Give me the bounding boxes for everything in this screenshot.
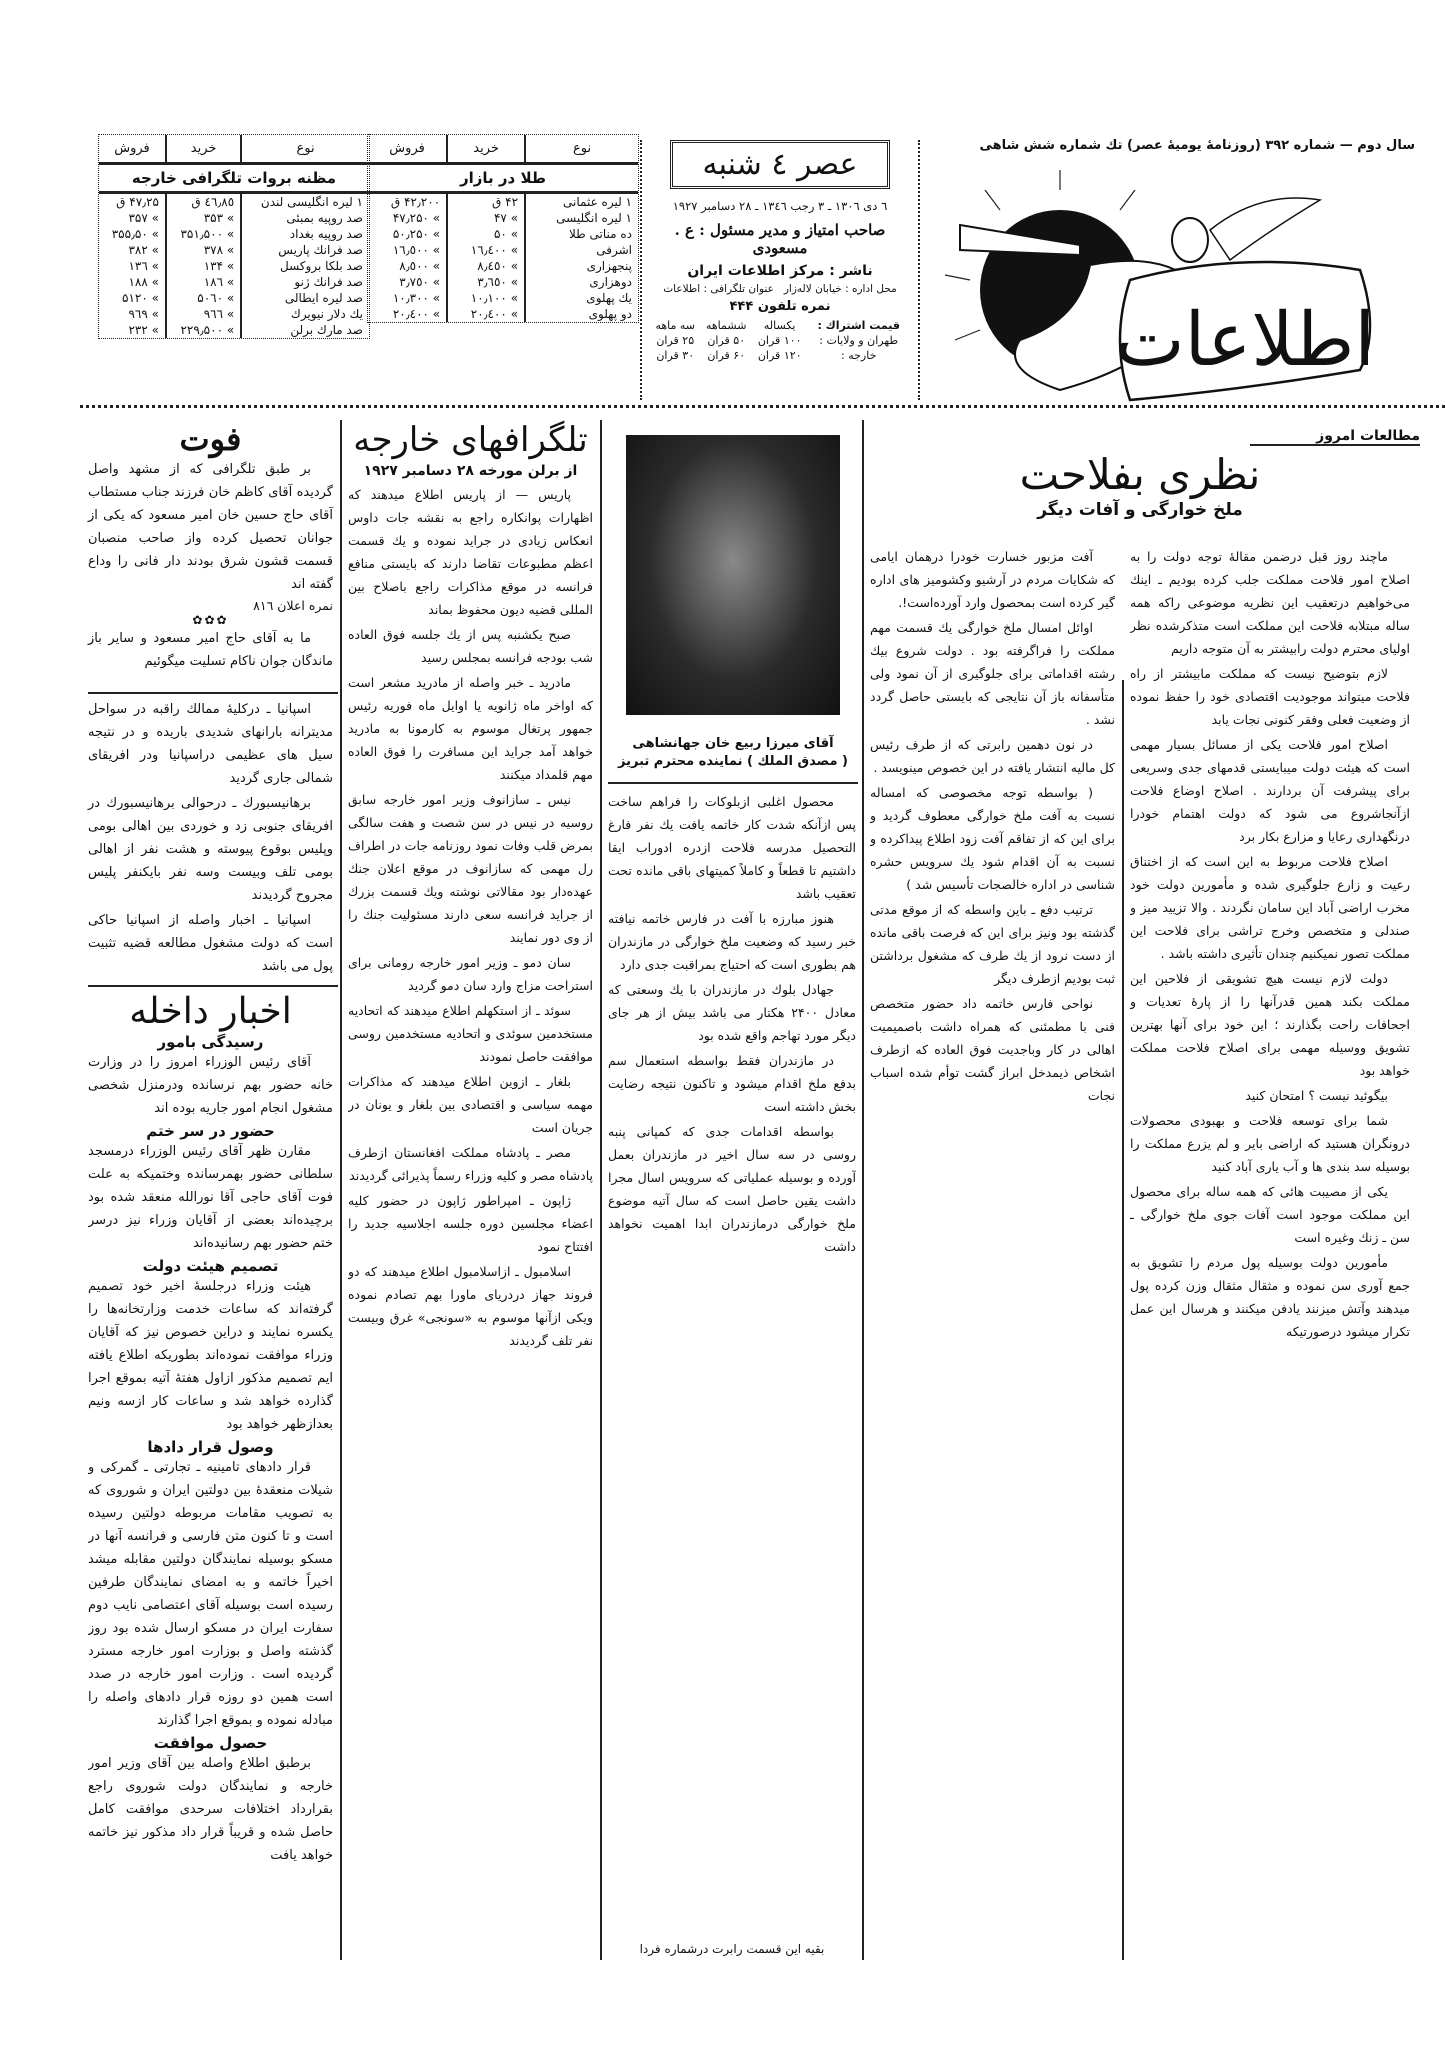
news-heading: حصول موافقت <box>153 1734 268 1753</box>
paragraph: هنوز مبارزه با آفت در فارس خاتمه نیافته خبر رسید که وضعیت ملخ خوارگی در مازندران هم بطوری است که احتیاج بمراقبت جدی دارد <box>608 911 856 972</box>
sub-header: ششماهه <box>705 319 747 332</box>
news-body: آقای رئیس الوزراء امروز را در وزارت خانه حضور بهم نرسانده ودرمنزل شخصی مشغول انجام امور جاریه بوده اند <box>88 1055 333 1117</box>
row-value: » ٣٫٧٥٠ <box>399 275 441 289</box>
sub-price: ۵۰ قران <box>707 334 746 347</box>
table-row <box>99 226 369 242</box>
paragraph: لازم بتوضیح نیست که مملکت مابیشتر از راه فلاحت میتواند موجودیت اقتصادی خود را حفظ نموده از وضعیت فعلی وفقر کنونی نجات یابد <box>1130 666 1410 727</box>
obituary-body: بر طبق تلگرافی که از مشهد واصل گردیده آقای کاظم خان فرزند جناب مستطاب آقای حاج حسین خان امیر مسعود که یکی از جوانان تحصیل کرده واز صاحب منصبان قسمت قشون شرق بودند دار فانی را وداع گفته اند <box>88 462 333 593</box>
row-label: ۱ لیره عثمانی <box>525 193 638 211</box>
section-label: مطالعات امروز <box>1250 428 1420 446</box>
condolence-text: ما به آقای حاج امیر مسعود و سایر باز ماندگان جوان ناکام تسلیت میگوئیم <box>88 631 333 670</box>
news-body: مقارن ظهر آقای رئیس الوزراء درمسجد سلطانی حضور بهمرسانده وختمیکه به علت فوت آقای حاجی آقا نورالله منعقد شده بود برچیده‌اند بعضی از آقایان وزراء نیز درسر ختم حضور بهم رسانیده‌اند <box>88 1144 333 1252</box>
row-value: » ۱۳٦ <box>128 259 159 273</box>
paragraph: نواحی فارس خاتمه داد حضور متخصص فنی با مطمئنی که همراه داشت باصمیمیت اهالی در کار وباجدیت فوق العاده که ازطرف اشخاص ذیمدخل ابراز گشت توأم شده اسباب نجات <box>870 996 1115 1103</box>
gold-table-title: طلا در بازار <box>368 164 638 193</box>
phone-line: نمره تلفون ۴۴۴ <box>729 299 831 314</box>
paragraph: بیگوئید نیست ؟ امتحان کنید <box>1245 1088 1388 1103</box>
table-row <box>368 242 638 258</box>
portrait-divider <box>608 782 858 784</box>
row-label: صد مارك برلن <box>241 322 369 338</box>
paragraph: سوئد ـ از استکهلم اطلاع میدهند که اتحادیه مستخدمین سوئدی و اتحادیه مستخدمین روسی موافقت حاصل نمودند <box>348 1002 593 1064</box>
row-label: اشرفی <box>525 242 638 258</box>
day-box: عصر ٤ شنبه <box>670 140 890 189</box>
row-value: » ۵۰٫۲۵۰ <box>392 227 441 241</box>
row-value: » ٨٫٥٠٠ <box>399 259 441 273</box>
paragraph: محصول اغلبی ازبلوکات را فراهم ساخت پس ازآنکه شدت کار خاتمه یافت یك نفر فارغ التحصیل مدرسه فلاحت ازدره ادوراب ایقا داشتیم تا قطعاً و کاملاً کمیتهای باقی مانده تحت تعقیب باشد <box>608 794 856 901</box>
sub-price: ۳۰ قران <box>656 349 695 362</box>
news-body: قرار دادهای تامینیه ـ تجارتی ـ گمرکی و شیلات منعقدهٔ بین دولتین ایران و شوروی که به تصویب مقامات مربوطه دولتین رسیده است و تا کنون متن فارسی و فرانسه آنها در مسکو بوسیله نمایندگان دولتین مقابله میشد اخیراً خاتمه و به امضای نمایندگان طرفین رسیده است بوسیله آقای اعتصامی نایب دوم سفارت ایران در مسکو ارسال شده بود روز گذشته واصل و بوزارت امور خارجه مسترد گردیده است . وزارت امور خارجه در صدد است همین دو روزه قرار دادهای واصله را مبادله نموده و بموقع اجرا گذارند <box>88 1460 333 1729</box>
row-value: » ۳۵۵٫۵۰ <box>111 227 159 241</box>
editorial-header <box>870 450 1410 520</box>
notice-number: نمره اعلان ۸۱٦ <box>253 598 333 614</box>
row-value: » ١٠٫١٠٠ <box>447 290 525 306</box>
obituary-divider <box>88 692 338 694</box>
telegrams-dateline: از برلن مورخه ۲۸ دسامبر ۱۹۲۷ <box>363 462 578 479</box>
paragraph: مصر ـ پادشاه مملکت افغانستان ازطرف پادشاه مصر و کلیه وزراء رسماً پذیرائی گردیدند <box>348 1144 593 1183</box>
svg-text:اطلاعات: اطلاعات <box>1115 297 1375 383</box>
row-value: ۴۲٫۲۰۰ ق <box>390 195 441 209</box>
paragraph: سان دمو ـ وزیر امور خارجه رومانی برای استراحت مزاج وارد سان دمو گردید <box>348 954 593 993</box>
row-value: » ٢٠٫٤٠٠ <box>392 307 441 321</box>
caption-name: آقای میرزا ربیع خان جهانشاهی <box>632 736 834 751</box>
row-label: پنجهزاری <box>525 258 638 274</box>
row-label: صد فرانك پاریس <box>241 242 369 258</box>
short-news <box>88 698 333 980</box>
telegrams-title: تلگرافهای خارجه <box>353 420 588 460</box>
column-divider <box>640 140 642 400</box>
row-value: » ۴۷ <box>447 210 525 226</box>
editorial-subtitle: ملخ خوارگی و آفات دیگر <box>1037 500 1243 521</box>
row-label: صد روپیه بغداد <box>241 226 369 242</box>
col-header: خرید <box>447 135 525 164</box>
publisher-line: ناشر : مرکز اطلاعات ایران <box>687 263 873 279</box>
row-label: دو پهلوی <box>525 306 638 322</box>
sub-header: یکساله <box>763 319 796 332</box>
obituary-title: فوت <box>179 420 242 458</box>
row-value: » ۹٦٦ <box>166 306 241 322</box>
column-divider <box>340 420 342 1960</box>
news-heading: رسیدگی بامور <box>157 1033 264 1052</box>
paragraph: برهانیسبورك ـ درحوالی برهانیسبورك در افریقای جنوبی زد و خوردی بین اهالی بومی وپلیس بوقوع پیوسته و هشت نفر از اهالی بومی تلف وبیست وسه نفر بایکنفر پلیس مجروح گردیدند <box>88 796 333 903</box>
paragraph: دولت لازم نیست هیچ تشویقی از فلاحین این مملکت بکند همین قدرآنها را از پارهٔ تعدیات و اجحافات راحت بگذارند ؛ این خود برای آنها بهترین تشویق ووسیله مهمی برای اصلاح فلاحت مملکت خواهد بود <box>1130 971 1410 1078</box>
paragraph: ( بواسطه توجه مخصوصی که امساله نسبت به آفت ملخ خوارگی معطوف گردید و برای این که از تفاقم آفت زود اطلاع پیداکرده و نسبت به آن اقدام شود یك سرویس حشره شناسی در اداره خالصجات تأسیس شد ) <box>870 785 1115 892</box>
table-row <box>368 258 638 274</box>
row-value: » ۲۳۲ <box>128 323 159 337</box>
sub-price: ۲۵ قران <box>656 334 695 347</box>
column-divider <box>918 140 920 400</box>
subscription-label: قیمت اشتراك : <box>817 319 900 332</box>
table-row <box>368 210 638 226</box>
paragraph: ژاپون ـ امپراطور ژاپون در حضور کلیه اعضاء مجلسین دوره جلسه اجلاسیه جدید را افتتاح نمود <box>348 1192 593 1254</box>
table-row <box>99 290 369 306</box>
paragraph: بواسطه اقدامات جدی که کمپانی پنبه روسی در سه سال اخیر در مازندران بعمل آورده و بوسیله عملیاتی که سرویس اسال مجرا داشت یقین حاصل است که سال آتیه موضوع ملخ خوارگی درمازندران ابدا اهمیت نخواهد داشت <box>608 1124 856 1254</box>
office-address: محل اداره : خیابان لاله‌زار <box>783 283 897 295</box>
table-row <box>99 193 369 211</box>
paragraph: بلغار ـ ازوین اطلاع میدهند که مذاکرات مهمه سیاسی و اقتصادی بین بلغار و یونان در جریان است <box>348 1073 593 1135</box>
paragraph: اسپانیا ـ اخبار واصله از اسپانیا حاکی است که دولت مشغول مطالعه قضیه تثبیت پول می باشد <box>88 913 333 974</box>
row-value: » ۱۸٦ <box>166 274 241 290</box>
col-header: نوع <box>525 135 638 164</box>
paragraph: صبح یکشنبه پس از یك جلسه فوق العاده شب بودجه فرانسه بمجلس رسید <box>348 626 593 665</box>
row-value: » ٣٫٦٥٠ <box>447 274 525 290</box>
paragraph: آفت مزبور خسارت خودرا درهمان ایامی که شکایات مردم در آرشیو وکشومیز های اداره گیر کرده است بمحصول وارد آورده‌است!. <box>870 549 1115 610</box>
table-row <box>368 193 638 211</box>
table-row <box>368 226 638 242</box>
paragraph: در مازندران فقط بواسطه استعمال سم بدفع ملخ اقدام میشود و تاکنون نتیجه رضایت بخش داشته است <box>608 1053 856 1114</box>
row-label: ۱ لیره انگلیسی <box>525 210 638 226</box>
sub-region: طهران و ولایات : <box>819 334 899 347</box>
herald-angel-icon <box>940 170 1400 410</box>
sub-price: ۱۲۰ قران <box>757 349 802 362</box>
sub-price: ۶۰ قران <box>707 349 746 362</box>
row-value: » ١٠٫٣٠٠ <box>392 291 441 305</box>
sub-region: خارجه : <box>841 349 877 362</box>
row-value: » ۵۱۲۰ <box>122 291 159 305</box>
sub-price: ۱۰۰ قران <box>757 334 802 347</box>
row-label: صد لیره ایطالی <box>241 290 369 306</box>
row-label: صد بلکا بروکسل <box>241 258 369 274</box>
news-heading: وصول قرار دادها <box>147 1438 274 1457</box>
row-value: ٤٦٫٨٥ ق <box>166 193 241 211</box>
row-value: » ۱۳۴ <box>166 258 241 274</box>
obituary <box>88 420 333 675</box>
row-value: » ۹٦۹ <box>128 307 159 321</box>
fx-rate-table <box>98 134 370 339</box>
column-divider <box>862 420 864 1960</box>
paragraph: ماچند روز قبل درضمن مقالهٔ توجه دولت را به اصلاح امور فلاحت مملکت جلب کرده بودیم ـ اینك می‌خواهیم درتعقیب این نظریه موضوعی راکه همه ساله مبتلابه فلاحت این مملکت است متذکرشده نظر اولیای محترم دولت رابیشتر به آن متوجه داریم <box>1130 549 1410 656</box>
masthead-top-line: سال دوم — شماره ۳۹۲ (روزنامهٔ یومیهٔ عصر) تك شماره شش شاهی <box>979 138 1415 153</box>
row-value: » ۳۷۸ <box>166 242 241 258</box>
news-heading: حضور در سر ختم <box>146 1122 275 1141</box>
row-value: » ۳۵۱٫۵۰۰ <box>166 226 241 242</box>
paragraph: اسپانیا ـ درکلیهٔ ممالك راقبه در سواحل مدیترانه بارانهای شدیدی باریده و در نتیجه سیل های عظیمی دراسپانیا ودر افریقای شمالی جاری گردید <box>88 702 333 786</box>
paragraph: اسلامبول ـ ازاسلامبول اطلاع میدهند که دو فروند جهاز دردریای ماورا بهم تصادم نموده ویکی ازآنها موسوم به «سونجی» غرق وبیست نفر تلف گردیدند <box>348 1263 593 1348</box>
table-row <box>368 306 638 322</box>
report-continuation: بقیه این قسمت رابرت درشماره فردا <box>639 1942 825 1956</box>
editorial-title: نظری بفلاحت <box>1019 450 1261 499</box>
row-value: » ۴۷٫۲۵۰ <box>392 211 441 225</box>
masthead-divider <box>80 405 1445 408</box>
domestic-news-title: اخبار داخله <box>129 991 292 1032</box>
row-label: یك پهلوی <box>525 290 638 306</box>
table-row <box>99 258 369 274</box>
row-value: » ۵۰ <box>447 226 525 242</box>
report-column <box>608 790 856 1940</box>
row-value: » ٢٠٫٤٠٠ <box>447 306 525 322</box>
row-label: صد روپیه بمبئی <box>241 210 369 226</box>
short-news-divider <box>88 985 338 987</box>
editorial-column-2 <box>870 545 1115 1965</box>
row-value: » ۳۸۲ <box>128 243 159 257</box>
office-line <box>650 283 910 295</box>
paragraph: یکی از مصیبت هائی که همه ساله برای محصول این مملکت موجود است آفات جوی ملخ خوارگی ـ سن ـ زنك وغیره است <box>1130 1184 1410 1245</box>
row-value: » ۳۵۳ <box>166 210 241 226</box>
row-value: ۴۷٫۲۵ ق <box>116 195 159 209</box>
sub-header: سه ماهه <box>655 319 696 332</box>
row-label: صد فرانك ژنو <box>241 274 369 290</box>
column-divider <box>1122 680 1124 1960</box>
stars-ornament-icon: ✿✿✿ <box>192 613 229 628</box>
paragraph: ترتیب دفع ـ باین واسطه که از موقع مدتی گذشته بود ونیز برای این که فرصت باقی مانده از دست نرود از یك طرف که مشغول برداشتن ثبت بودیم ازطرف دیگر <box>870 902 1115 986</box>
paragraph: مأمورین دولت بوسیله پول مردم را تشویق به جمع آوری سن نموده و مثقال مثقال وزن کرده پول میدهند وآتش میزنند یادفن میکنند و هرسال این عمل تکرار میشود درصورتیکه <box>1130 1255 1410 1339</box>
foreign-telegrams <box>348 420 593 1953</box>
fx-table-title: مظنه بروات تلگرافی خارجه <box>99 164 369 193</box>
table-row <box>368 274 638 290</box>
row-value: » ۵۰٦۰ <box>166 290 241 306</box>
col-header: فروش <box>99 135 166 164</box>
row-label: دوهزاری <box>525 274 638 290</box>
telegrams-body <box>348 483 593 1953</box>
table-row <box>99 274 369 290</box>
domestic-news <box>88 990 333 1983</box>
paragraph: اوائل امسال ملخ خوارگی یك قسمت مهم مملکت را فراگرفته بود . دولت شروع بیك رشته اقداماتی برای جلوگیری از آن نمود ولی متأسفانه باز آن نتایجی که بایستی حاصل گردد نشد . <box>870 620 1115 727</box>
row-label: ۱ لیره انگلیسی لندن <box>241 193 369 211</box>
masthead-info <box>650 140 910 363</box>
news-body: برطبق اطلاع واصله بین آقای وزیر امور خارجه و نمایندگان دولت شوروی راجع بقرارداد اختلافات سرحدی موافقت کامل حاصل شده و قریباً قرار داد مذکور نیز خاتمه خواهد یافت <box>88 1756 333 1864</box>
paragraph: شما برای توسعه فلاحت و بهبودی محصولات درونگران هستید که اراضی بایر و لم یزرع مملکت را بوسیله سد بندی ها و آب یاری آباد کنید <box>1130 1113 1410 1174</box>
row-value: » ۲۲۹٫۵۰۰ <box>166 322 241 338</box>
table-row <box>99 306 369 322</box>
col-header: فروش <box>368 135 447 164</box>
portrait-caption <box>608 735 858 771</box>
table-row <box>368 290 638 306</box>
paragraph: پاریس — از پاریس اطلاع میدهند که اظهارات پوانکاره راجع به نقشه جات داوس انعکاس زیادی در جراید نموده و یك قسمت اعظم مطبوعات تقاضا دارند که بایستی منافع فرانسه در موقع مذاکرات راجع باصلاح بین المللی قضیه دیون محفوظ بماند <box>348 486 593 617</box>
row-value: » ۳۵۷ <box>128 211 159 225</box>
news-body: هیئت وزراء درجلسهٔ اخیر خود تصمیم گرفته‌اند که ساعات خدمت وزارتخانه‌ها را یکسره نمایند و دراین خصوص نیز که آقایان وزراء موافقت نموده‌اند بطوریکه اطلاع یافته ایم تصمیم مذکور ازاول هفتهٔ آتیه بموقع اجرا گذارده خواهد شد و ساعات کار ازسه ونیم بعدازظهر خواهد بود <box>88 1279 333 1433</box>
paragraph: نیس ـ سازانوف وزیر امور خارجه سابق روسیه در نیس در سن شصت و هفت سالگی بمرض قلب وفات نمود روزنامه جات در اطراف رل مهمی که سازانوف در موقع اعلان جنك عهده‌دار بود مقالاتی نوشته ویك قسمت بزرك از جراید فرانسه سعی دارند مسئولیت جنك را از وی دور نمایند <box>348 791 593 945</box>
caption-title: ( مصدق الملك ) نماینده محترم تبریز <box>618 754 848 769</box>
table-row <box>99 210 369 226</box>
row-label: یك دلار نیویرك <box>241 306 369 322</box>
masthead-logo <box>940 170 1400 410</box>
row-label: ده مناتی طلا <box>525 226 638 242</box>
subscription-table <box>650 318 910 363</box>
column-divider <box>600 420 602 1960</box>
portrait-photo <box>626 435 840 715</box>
paragraph: مادرید ـ خبر واصله از مادرید مشعر است که اواخر ماه ژانویه یا اوایل ماه فوریه رئیس جمهور پرتغال موسوم به کارمونا به مادرید خواهد آمد جراید این مسافرت را فوق العاده مهم قلمداد میکنند <box>348 674 593 782</box>
telegraph-address: عنوان تلگرافی : اطلاعات <box>663 283 774 295</box>
gold-price-table <box>367 134 639 323</box>
owner-line: صاحب امتیاز و مدیر مسئول : ع . مسعودی <box>674 221 886 257</box>
row-value: » ٨٫٤٥٠ <box>447 258 525 274</box>
row-value: » ١٦٫٥٠٠ <box>392 243 441 257</box>
paragraph: اصلاح فلاحت مربوط به این است که از اختناق رعیت و زارع جلوگیری شده و مأمورین دولت خود مخرب اراضی آباد این سامان نگردند . والا تزیید میز و صندلی و متخصص وخرج تراشی برای فلاحت این مملکت تصور نمیکنیم چندان تأثیری داشته باشد . <box>1130 854 1410 961</box>
editorial-column-1 <box>1130 545 1410 1965</box>
paragraph: جهادل بلوك در مازندران با یك وسعتی که معادل ۲۴۰۰ هکتار می باشد بیش از هر جای دیگر مورد تهاجم واقع شده بود <box>608 982 856 1043</box>
row-value: » ۱۸۸ <box>128 275 159 289</box>
col-header: نوع <box>241 135 369 164</box>
row-value: ۴۲ ق <box>447 193 525 211</box>
col-header: خرید <box>166 135 241 164</box>
paragraph: اصلاح امور فلاحت یکی از مسائل بسیار مهمی است که هیئت دولت میبایستی قدمهای جدی وسریعی برای پیشرفت آن بردارند . اصلاح اوضاع فلاحت ازآنجاشروع می شود که دولت اهتمام خودرا درنگهداری رعایا و مزارع بکار برد <box>1130 737 1410 844</box>
table-row <box>99 322 369 338</box>
paragraph: در نون دهمین رابرتی که از طرف رئیس کل مالیه انتشار یافته در این خصوص مینویسد . <box>870 737 1115 775</box>
row-value: » ١٦٫٤٠٠ <box>447 242 525 258</box>
table-row <box>99 242 369 258</box>
date-line: ٦ دی ١٣٠٦ ـ ٣ رجب ١٣٤٦ ـ ٢٨ دسامبر ١٩٢٧ <box>672 199 888 213</box>
news-heading: تصمیم هیئت دولت <box>142 1257 279 1276</box>
